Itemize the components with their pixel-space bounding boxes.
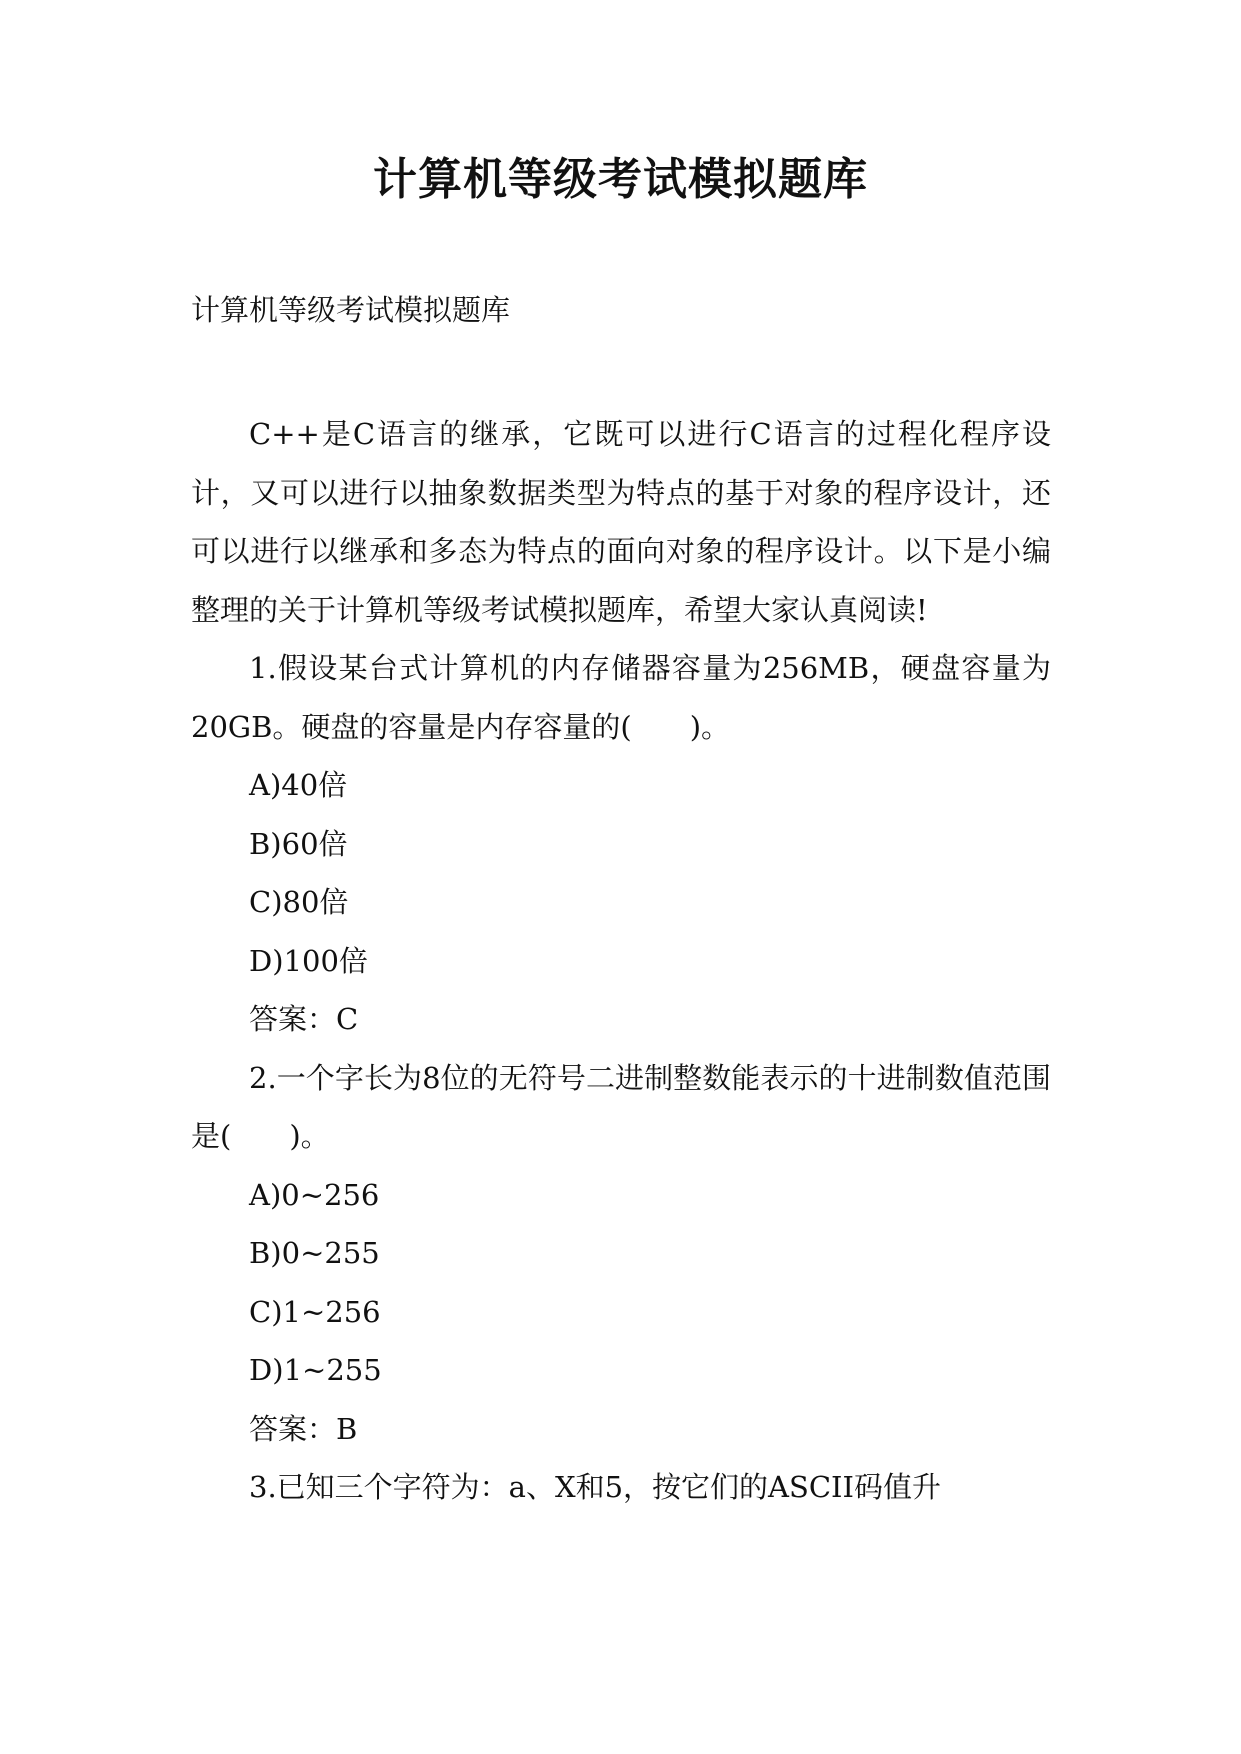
document-body [191,405,1051,1517]
question-1-option-a: A)40倍 [249,768,348,802]
question-1-option-b: B)60倍 [249,826,348,861]
question-2-option-c: C)1~256 [249,1294,381,1329]
question-2-answer: 答案：B [249,1411,358,1446]
question-2-option-b: B)0~255 [249,1236,380,1270]
question-1-option-d: D)100倍 [249,943,368,978]
question-2-option-a: A)0~256 [249,1177,380,1212]
question-2-option-d: D)1~255 [249,1353,382,1387]
document-subtitle: 计算机等级考试模拟题库 [191,293,511,327]
question-1-text: 1.假设某台式计算机的内存储器容量为256MB，硬盘容量为20GB。硬盘的容量是内存容量的( )。 [191,651,1051,744]
intro-paragraph: C++是C语言的继承，它既可以进行C语言的过程化程序设计，又可以进行以抽象数据类型为特点的基于对象的程序设计，还可以进行以继承和多态为特点的面向对象的程序设计。以下是小编整理的关于计算机等级考试模拟题库，希望大家认真阅读! [191,417,1051,627]
question-1-answer: 答案：C [249,1002,359,1036]
question-1-option-c: C)80倍 [249,885,349,919]
document-title: 计算机等级考试模拟题库 [373,154,868,205]
question-2-text: 2.一个字长为8位的无符号二进制整数能表示的十进制数值范围是( )。 [191,1060,1051,1153]
question-3-text: 3.已知三个字符为：a、X和5，按它们的ASCII码值升 [249,1470,941,1504]
